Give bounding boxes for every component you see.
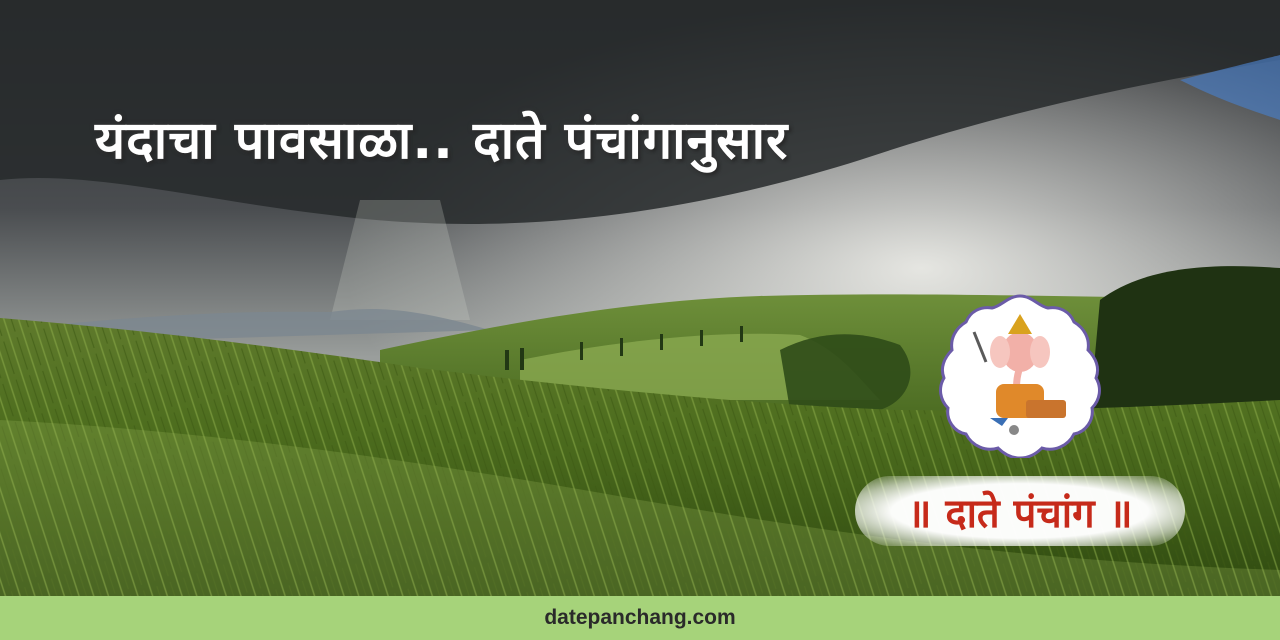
ganesha-logo-icon bbox=[930, 292, 1110, 458]
footer-bar bbox=[0, 596, 1280, 640]
brand-label bbox=[855, 476, 1185, 546]
brand-label-text: ॥ दाते पंचांग ॥ bbox=[907, 490, 1133, 537]
website-link[interactable]: datepanchang.com bbox=[544, 606, 736, 629]
headline-text: यंदाचा पावसाळा.. दाते पंचांगानुसार bbox=[95, 111, 789, 171]
